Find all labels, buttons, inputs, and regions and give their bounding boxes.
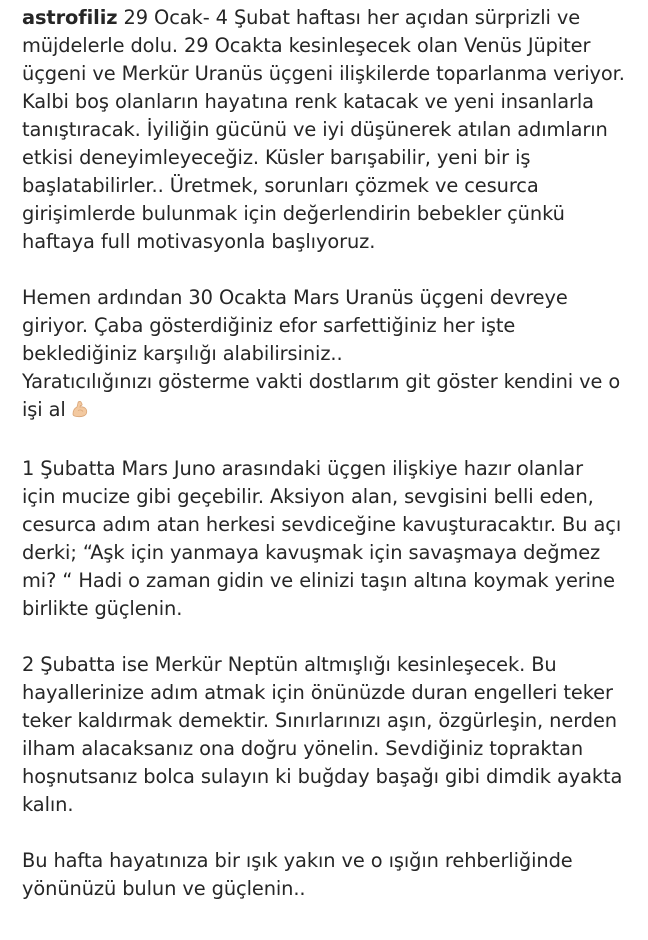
- username-link[interactable]: astrofiliz: [22, 6, 118, 29]
- caption-line: için mucize gibi geçebilir. Aksiyon alan, sevgisini belli eden,: [22, 485, 594, 508]
- caption-line: işi al: [22, 396, 634, 427]
- caption-line: hayallerinize adım atmak için önünüzde duran engelleri teker: [22, 681, 613, 704]
- caption-line: haftaya full motivasyonla başlıyoruz.: [22, 230, 376, 253]
- caption-paragraph: [22, 651, 634, 819]
- caption-line: Kalbi boş olanların hayatına renk katacak ve yeni insanlarla: [22, 90, 594, 113]
- caption-line: birlikte güçlenin.: [22, 597, 183, 620]
- caption-line: Yaratıcılığınızı gösterme vakti dostlarım git göster kendini ve o: [22, 370, 621, 393]
- caption-line: derki; “Aşk için yanmaya kavuşmak için savaşmaya değmez: [22, 541, 601, 564]
- caption-line: 1 Şubatta Mars Juno arasındaki üçgen ilişkiye hazır olanlar: [22, 457, 583, 480]
- caption-line: tanıştıracak. İyiliğin gücünü ve iyi düşünerek atılan adımların: [22, 118, 608, 141]
- caption-line: giriyor. Çaba gösterdiğiniz efor sarfettiğiniz her işte: [22, 314, 516, 337]
- caption-line: etkisi deneyimleyeceğiz. Küsler barışabilir, yeni bir iş: [22, 146, 531, 169]
- caption-line: üçgeni ve Merkür Uranüs üçgeni ilişkilerde toparlanma veriyor.: [22, 62, 625, 85]
- caption-line: cesurca adım atan herkesi sevdiceğine kavuşturacaktır. Bu açı: [22, 513, 622, 536]
- caption-line: 2 Şubatta ise Merkür Neptün altmışlığı kesinleşecek. Bu: [22, 653, 557, 676]
- caption-paragraph: [22, 847, 634, 903]
- caption-paragraph: [22, 455, 634, 623]
- caption-line: kalın.: [22, 793, 74, 816]
- caption-line: beklediğiniz karşılığı alabilirsiniz..: [22, 342, 343, 365]
- caption-line: astrofiliz 29 Ocak- 4 Şubat haftası her açıdan sürprizli ve: [22, 6, 581, 29]
- caption-paragraph: [22, 284, 634, 427]
- caption-line: teker kaldırmak demektir. Sınırlarınızı aşın, özgürleşin, nerden: [22, 709, 617, 732]
- caption-line: Bu hafta hayatınıza bir ışık yakın ve o ışığın rehberliğinde: [22, 849, 573, 872]
- caption-line: yönünüzü bulun ve güçlenin..: [22, 877, 306, 900]
- caption-line: mi? “ Hadi o zaman gidin ve elinizi taşın altına koymak yerine: [22, 569, 615, 592]
- caption-line: Hemen ardından 30 Ocakta Mars Uranüs üçgeni devreye: [22, 286, 568, 309]
- caption-line: ilham alacaksanız ona doğru yönelin. Sevdiğiniz topraktan: [22, 737, 584, 760]
- post-caption: [22, 4, 634, 903]
- flexed-biceps-icon: [70, 399, 90, 427]
- caption-line: müjdelerle dolu. 29 Ocakta kesinleşecek olan Venüs Jüpiter: [22, 34, 591, 57]
- caption-line: girişimlerde bulunmak için değerlendirin bebekler çünkü: [22, 202, 565, 225]
- caption-line: başlatabilirler.. Üretmek, sorunları çözmek ve cesurca: [22, 174, 539, 197]
- caption-paragraph: [22, 4, 634, 256]
- caption-line: hoşnutsanız bolca sulayın ki buğday başağı gibi dimdik ayakta: [22, 765, 623, 788]
